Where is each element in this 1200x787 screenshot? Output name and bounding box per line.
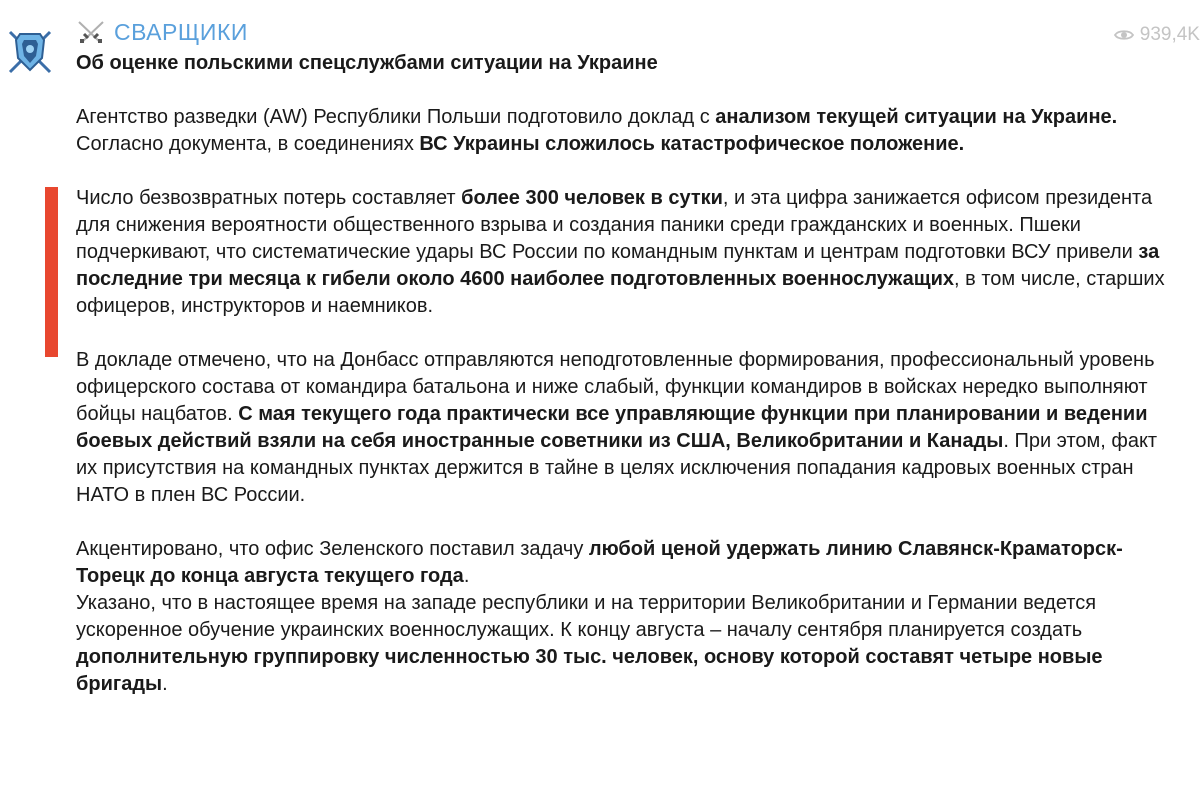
channel-avatar[interactable] xyxy=(6,26,54,76)
paragraph-1: Агентство разведки (AW) Республики Польши подготовило доклад с анализом текущей ситуации на Украине. Согласно документа, в соединениях ВС Украины сложилось катастрофическое положение. xyxy=(76,106,1118,155)
view-counter xyxy=(1114,24,1200,46)
paragraph-4: Акцентировано, что офис Зеленского поставил задачу любой ценой удержать линию Славянск-Краматорск-Торецк до конца августа текущего года. Указано, что в настоящее время на западе республики и на территории Великобритании и Германии ведется ускоренное обучение украинских военнослужащих. К концу августа – началу сентября планируется создать дополнительную группировку численностью 30 тыс. человек, основу которой составят четыре новые бригады. xyxy=(76,538,1123,695)
quote-bar xyxy=(45,187,58,357)
crossed-swords-icon xyxy=(76,19,106,45)
paragraph-3: В докладе отмечено, что на Донбасс отправляются неподготовленные формирования, профессиональный уровень офицерского состава от командира батальона и ниже слабый, функции командиров в войсках нередко выполняют бойцы нацбатов. С мая текущего года практически все управляющие функции при планировании и ведении боевых действий взяли на себя иностранные советники из США, Великобритании и Канады. При этом, факт их присутствия на командных пунктах держится в тайне в целях исключения попадания кадровых военных стран НАТО в плен ВС России. xyxy=(76,349,1158,506)
message-post xyxy=(76,16,1200,698)
eye-icon xyxy=(1114,28,1134,42)
channel-header xyxy=(76,16,1200,48)
shield-emblem-avatar-icon xyxy=(6,26,54,76)
blockquote xyxy=(76,185,1180,320)
view-count: 939,4K xyxy=(1139,24,1200,45)
paragraph-2: Число безвозвратных потерь составляет более 300 человек в сутки, и эта цифра занижается офисом президента для снижения вероятности общественного взрыва и создания паники среди гражданских и военных. Пшеки подчеркивают, что систематические удары ВС России по командным пунктам и центрам подготовки ВСУ привели за последние три месяца к гибели около 4600 наиболее подготовленных военнослужащих, в том числе, старших офицеров, инструкторов и наемников. xyxy=(76,187,1165,317)
channel-name[interactable]: СВАРЩИКИ xyxy=(114,18,248,45)
post-title: Об оценке польскими спецслужбами ситуации на Украине xyxy=(76,52,658,74)
